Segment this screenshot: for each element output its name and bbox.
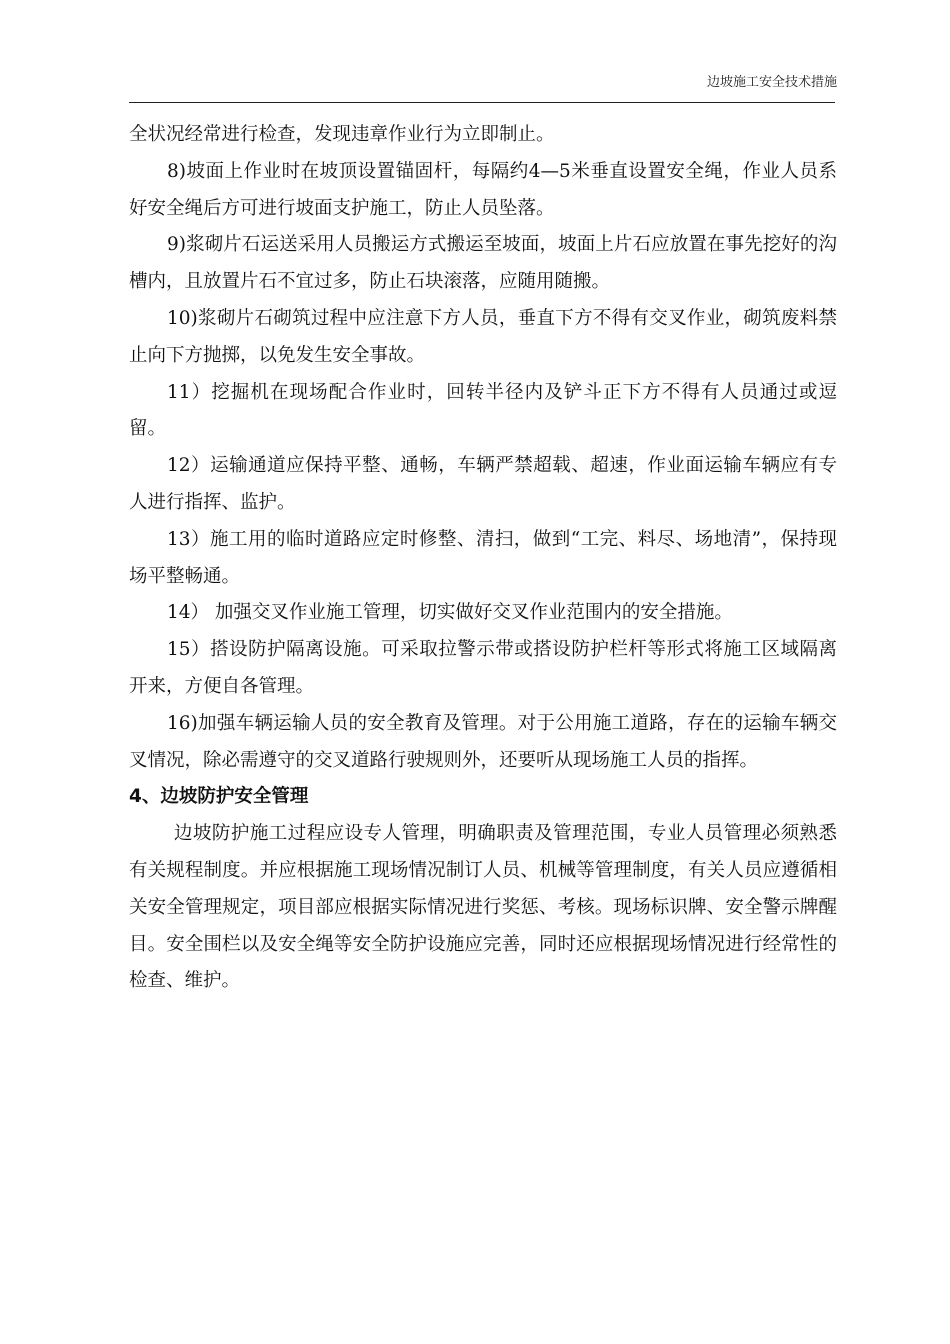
document-body — [129, 117, 837, 1000]
list-item: 12）运输通道应保持平整、通畅，车辆严禁超载、超速，作业面运输车辆应有专人进行指挥、监护。 — [129, 455, 837, 513]
running-header: 边坡施工安全技术措施 — [706, 75, 837, 90]
list-item: 15）搭设防护隔离设施。可采取拉警示带或搭设防护栏杆等形式将施工区域隔离开来，方便自各管理。 — [129, 639, 837, 697]
list-item: 9)浆砌片石运送采用人员搬运方式搬运至坡面，坡面上片石应放置在事先挖好的沟槽内，且放置片石不宜过多，防止石块滚落，应随用随搬。 — [129, 234, 837, 293]
list-item: 16)加强车辆运输人员的安全教育及管理。对于公用施工道路，存在的运输车辆交叉情况，除必需遵守的交叉道路行驶规则外，还要听从现场施工人员的指挥。 — [129, 712, 837, 771]
section-paragraph: 边坡防护施工过程应设专人管理，明确职责及管理范围，专业人员管理必须熟悉有关规程制度。并应根据施工现场情况制订人员、机械等管理制度，有关人员应遵循相关安全管理规定，项目部应根据实际情况进行奖惩、考核。现场标识牌、安全警示牌醒目。安全围栏以及安全绳等安全防护设施应完善，同时还应根据现场情况进行经常性的检查、维护。 — [129, 823, 837, 992]
list-item: 10)浆砌片石砌筑过程中应注意下方人员，垂直下方不得有交叉作业，砌筑废料禁止向下方抛掷，以免发生安全事故。 — [129, 307, 837, 366]
list-item: 11）挖掘机在现场配合作业时，回转半径内及铲斗正下方不得有人员通过或逗留。 — [129, 381, 837, 440]
list-item: 14） 加强交叉作业施工管理，切实做好交叉作业范围内的安全措施。 — [167, 602, 733, 624]
list-item: 13）施工用的临时道路应定时修整、清扫，做到“工完、料尽、场地清”，保持现场平整畅通。 — [129, 528, 837, 587]
list-item: 8)坡面上作业时在坡顶设置锚固杆，每隔约4—5米垂直设置安全绳，作业人员系好安全绳后方可进行坡面支护施工，防止人员坠落。 — [129, 160, 837, 219]
continuation-paragraph: 全状况经常进行检查，发现违章作业行为立即制止。 — [129, 124, 555, 145]
header-divider — [129, 102, 835, 103]
section-heading: 4、边坡防护安全管理 — [129, 786, 309, 808]
